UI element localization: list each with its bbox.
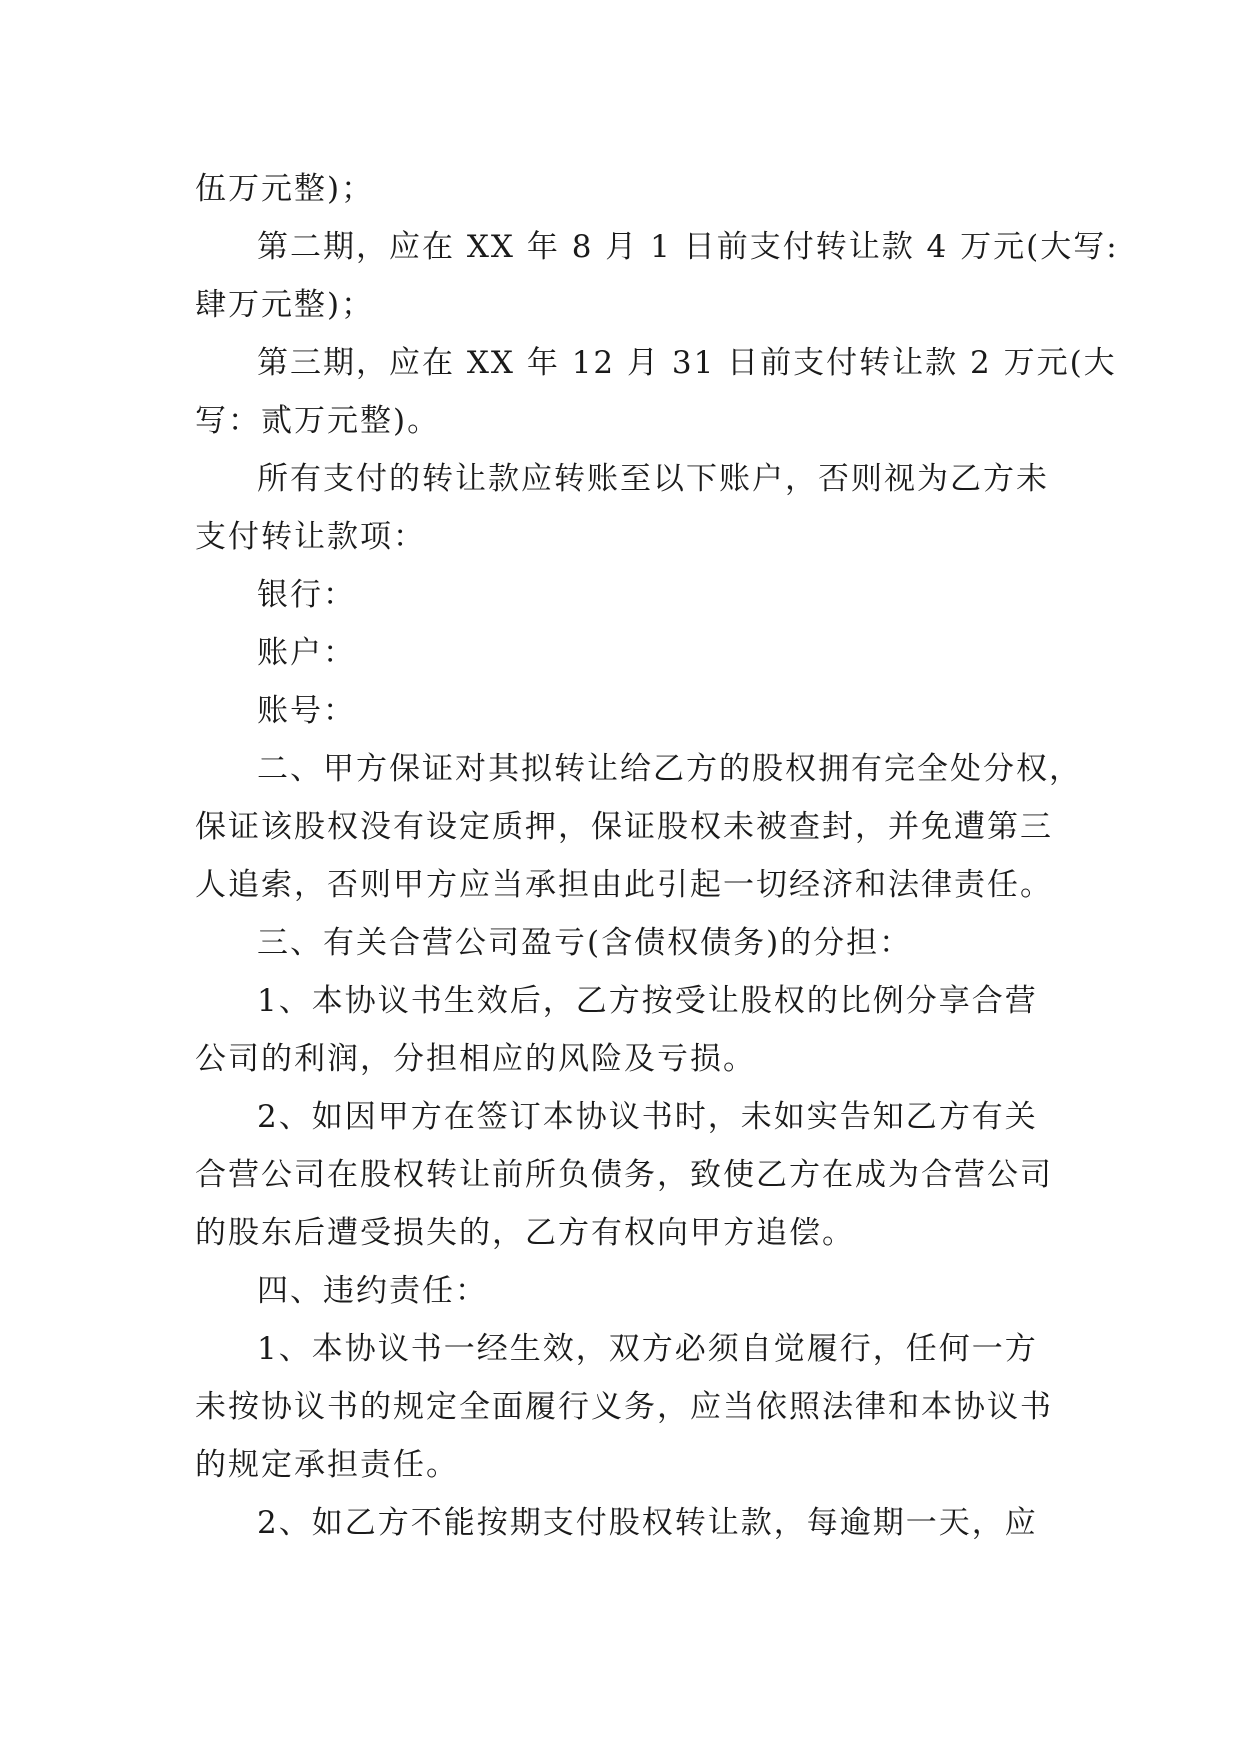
- text-line: 二、甲方保证对其拟转让给乙方的股权拥有完全处分权，: [257, 751, 1082, 787]
- text-line: 写：贰万元整)。: [195, 403, 441, 439]
- text-line: 肆万元整)；: [195, 287, 375, 323]
- text-line: 银行：: [257, 577, 356, 613]
- text-line: 人追索，否则甲方应当承担由此引起一切经济和法律责任。: [195, 867, 1053, 903]
- text-line: 公司的利润，分担相应的风险及亏损。: [195, 1041, 756, 1077]
- text-line: 的股东后遭受损失的，乙方有权向甲方追偿。: [195, 1215, 855, 1251]
- text-line: 第三期，应在 XX 年 12 月 31 日前支付转让款 2 万元(大: [257, 345, 1117, 381]
- text-line: 2、如因甲方在签订本协议书时，未如实告知乙方有关: [257, 1099, 1038, 1135]
- text-line: 的规定承担责任。: [195, 1447, 459, 1483]
- text-line: 1、本协议书生效后，乙方按受让股权的比例分享合营: [257, 983, 1038, 1019]
- text-line: 合营公司在股权转让前所负债务，致使乙方在成为合营公司: [195, 1157, 1053, 1193]
- text-line: 未按协议书的规定全面履行义务，应当依照法律和本协议书: [195, 1389, 1053, 1425]
- text-line: 伍万元整)；: [195, 171, 375, 207]
- text-line: 所有支付的转让款应转账至以下账户，否则视为乙方未: [257, 461, 1049, 497]
- text-line: 三、有关合营公司盈亏(含债权债务)的分担：: [257, 925, 913, 961]
- text-line: 2、如乙方不能按期支付股权转让款，每逾期一天，应: [257, 1505, 1038, 1541]
- text-line: 支付转让款项：: [195, 519, 426, 555]
- text-line: 账号：: [257, 693, 356, 729]
- text-line: 四、违约责任：: [257, 1273, 488, 1309]
- text-line: 1、本协议书一经生效，双方必须自觉履行，任何一方: [257, 1331, 1038, 1367]
- text-line: 第二期，应在 XX 年 8 月 1 日前支付转让款 4 万元(大写:: [257, 229, 1119, 265]
- text-line: 保证该股权没有设定质押，保证股权未被查封，并免遭第三: [195, 809, 1053, 845]
- text-line: 账户：: [257, 635, 356, 671]
- document-body: [195, 160, 1119, 1552]
